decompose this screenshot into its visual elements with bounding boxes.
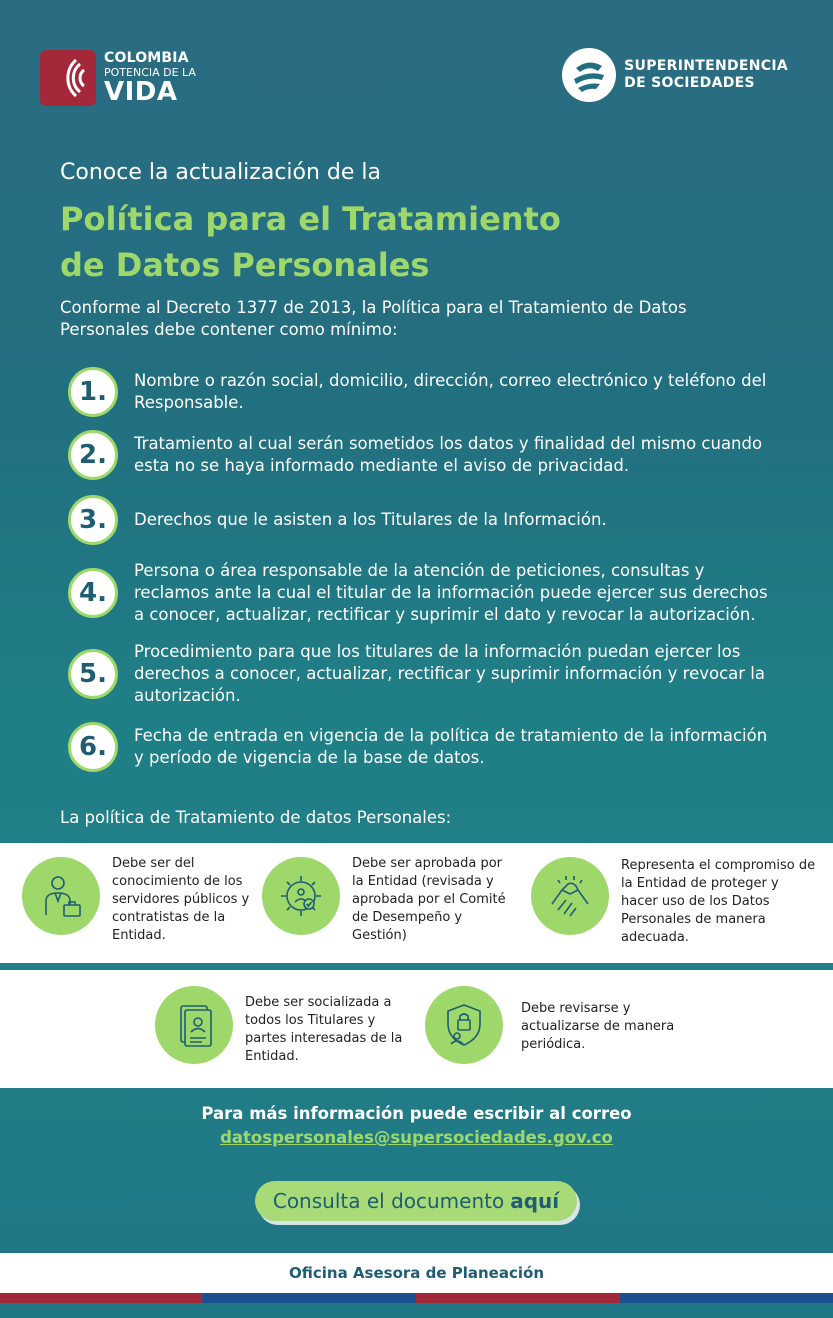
contact-text: Para más información puede escribir al correo <box>201 1104 632 1123</box>
cta-label: Consulta el documento <box>272 1189 505 1213</box>
list-item-text: Persona o área responsable de la atención de peticiones, consultas y reclamos ante la cual el titular de la información puede ejercer sus derechos a conocer, actualizar, rectificar y suprimir el dato y revocar la autorización. <box>134 561 768 624</box>
footer-stripe-red <box>416 1293 620 1303</box>
list-item <box>68 367 788 417</box>
email-link[interactable]: datospersonales@supersociedades.gov.co <box>220 1128 613 1147</box>
feature-card <box>531 857 816 947</box>
gear-check-icon <box>262 857 340 935</box>
list-item-text: Nombre o razón social, domicilio, dirección, correo electrónico y teléfono del Responsable. <box>134 371 767 412</box>
logo-potencia-text: POTENCIA DE LA <box>104 66 196 79</box>
title-line-2: de Datos Personales <box>60 246 430 284</box>
list-item <box>68 560 788 626</box>
page-title <box>60 196 760 288</box>
list-item <box>68 722 788 772</box>
title-line-1: Política para el Tratamiento <box>60 200 561 238</box>
number-badge: 6. <box>68 722 118 772</box>
footer-stripe-red <box>0 1293 202 1303</box>
colombia-potencia-logo <box>40 50 196 106</box>
footer-stripe-blue <box>620 1293 833 1303</box>
list-item <box>68 495 788 545</box>
logo-vida-text: VIDA <box>104 77 178 107</box>
person-briefcase-icon <box>22 857 100 935</box>
consult-document-button[interactable] <box>255 1181 577 1221</box>
list-item-text: Derechos que le asisten a los Titulares de la Información. <box>134 510 607 529</box>
feature-text: Debe ser aprobada por la Entidad (revisada y aprobada por el Comité de Desempeño y Gestión) <box>352 856 506 943</box>
list-item-text: Tratamiento al cual serán sometidos los datos y finalidad del mismo cuando esta no se haya informado mediante el aviso de privacidad. <box>134 434 763 475</box>
intro-text: Conoce la actualización de la <box>60 160 382 185</box>
lead-paragraph: Conforme al Decreto 1377 de 2013, la Política para el Tratamiento de Datos Personales debe contener como mínimo: <box>60 298 687 339</box>
feature-text: Representa el compromiso de la Entidad de proteger y hacer uso de los Datos Personales de manera adecuada. <box>621 858 816 945</box>
contact-info <box>0 1102 833 1150</box>
footer-stripe-blue <box>202 1293 416 1303</box>
logo-colombia-text: COLOMBIA <box>104 50 189 66</box>
list-item-text: Procedimiento para que los titulares de la información puedan ejercer los derechos a conocer, actualizar, rectificar y suprimir información y revocar la autorización. <box>134 642 765 705</box>
number-badge: 1. <box>68 367 118 417</box>
feature-text: Debe revisarse y actualizarse de manera periódica. <box>521 1001 675 1052</box>
feature-card <box>155 986 405 1066</box>
number-badge: 3. <box>68 495 118 545</box>
supersociedades-emblem-icon <box>562 48 616 102</box>
cta-label-bold: aquí <box>510 1189 560 1213</box>
list-item <box>68 641 788 707</box>
list-item-text: Fecha de entrada en vigencia de la política de tratamiento de la información y período de vigencia de la base de datos. <box>134 726 768 767</box>
features-band-1 <box>0 843 833 963</box>
number-badge: 5. <box>68 649 118 699</box>
supersociedades-line2: DE SOCIEDADES <box>624 75 755 91</box>
supersociedades-logo <box>562 48 788 102</box>
handshake-icon <box>531 857 609 935</box>
feature-card <box>262 857 517 945</box>
features-band-2 <box>0 970 833 1088</box>
supersociedades-line1: SUPERINTENDENCIA <box>624 57 788 74</box>
list-item <box>68 430 788 480</box>
feature-text: Debe ser socializada a todos los Titulares y partes interesadas de la Entidad. <box>245 995 403 1064</box>
footer-office: Oficina Asesora de Planeación <box>0 1253 833 1293</box>
shield-lock-icon <box>425 986 503 1064</box>
feature-card <box>425 986 685 1064</box>
colombia-flag-icon <box>40 50 96 106</box>
number-badge: 4. <box>68 568 118 618</box>
number-badge: 2. <box>68 430 118 480</box>
feature-card <box>22 857 252 945</box>
feature-text: Debe ser del conocimiento de los servidores públicos y contratistas de la Entidad. <box>112 856 250 943</box>
features-subheading: La política de Tratamiento de datos Personales: <box>60 808 452 827</box>
id-documents-icon <box>155 986 233 1064</box>
